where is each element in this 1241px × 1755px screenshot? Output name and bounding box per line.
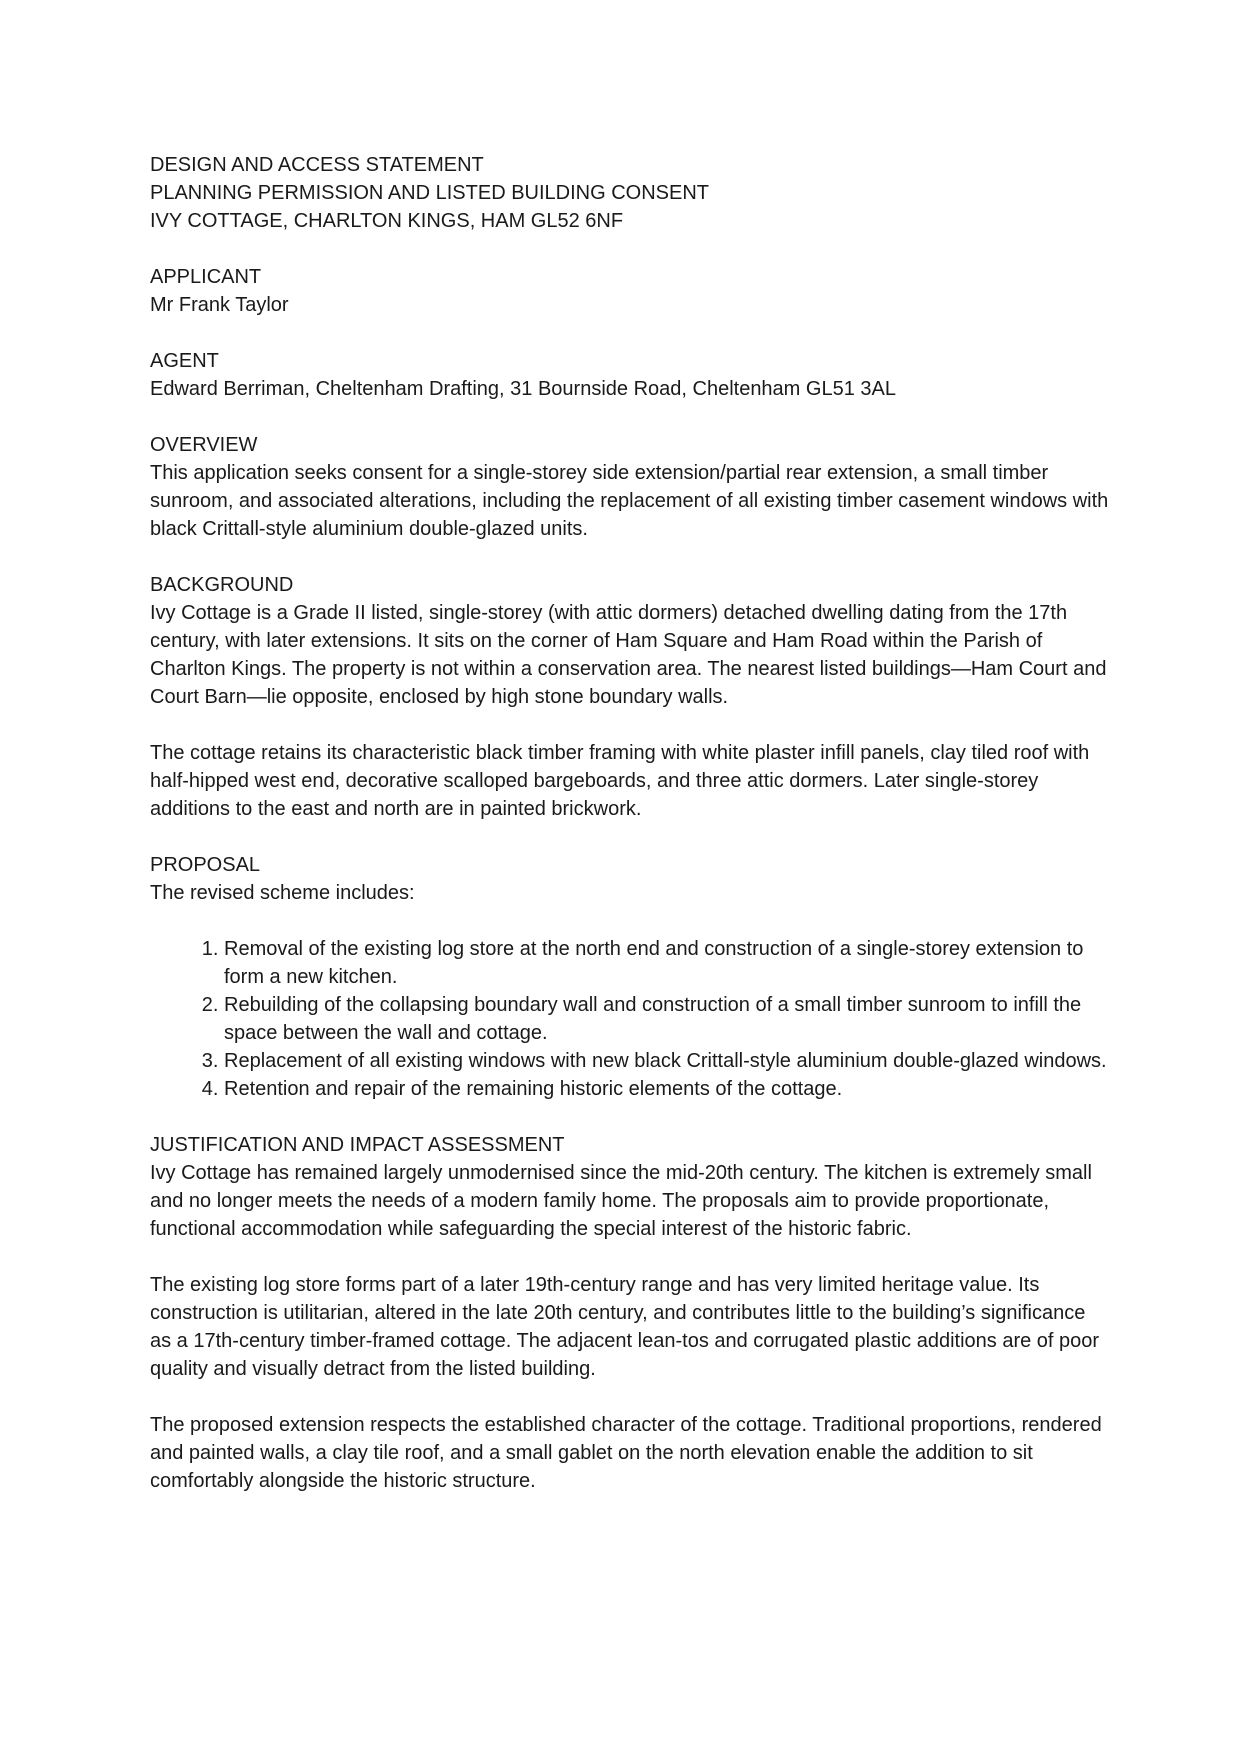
property-address: IVY COTTAGE, CHARLTON KINGS, HAM GL52 6NF — [150, 210, 624, 232]
background-heading: BACKGROUND — [150, 574, 294, 596]
justification-paragraph-3: The proposed extension respects the established character of the cottage. Traditional proportions, rendered and painted walls, a clay tile roof, and a small gablet on the north elevation enable the addition to sit comfortably alongside the historic structure. — [150, 1414, 1102, 1492]
agent-section — [150, 347, 1110, 403]
document-page — [150, 151, 1110, 1523]
proposal-item: 1. Removal of the existing log store at the north end and construction of a single-storey extension to form a new kitchen. — [224, 935, 1110, 991]
justification-continued-1 — [150, 1271, 1110, 1383]
justification-heading: JUSTIFICATION AND IMPACT ASSESSMENT — [150, 1134, 565, 1156]
proposal-heading: PROPOSAL — [150, 854, 261, 876]
applicant-name: Mr Frank Taylor — [150, 294, 289, 316]
overview-heading: OVERVIEW — [150, 434, 258, 456]
applicant-heading: APPLICANT — [150, 266, 262, 288]
proposal-section — [150, 851, 1110, 1103]
justification-paragraph-2: The existing log store forms part of a later 19th-century range and has very limited heritage value. Its construction is utilitarian, altered in the late 20th century, and contributes little to the building’s significance as a 17th-century timber-framed cottage. The adjacent lean-tos and corrugated plastic additions are of poor quality and visually detract from the listed building. — [150, 1274, 1100, 1380]
agent-heading: AGENT — [150, 350, 219, 372]
proposal-item: 2. Rebuilding of the collapsing boundary wall and construction of a small timber sunroom to infill the space between the wall and cottage. — [224, 991, 1110, 1047]
proposal-item: 4. Retention and repair of the remaining historic elements of the cottage. — [224, 1075, 1110, 1103]
background-paragraph-1: Ivy Cottage is a Grade II listed, single-storey (with attic dormers) detached dwelling dating from the 17th century, with later extensions. It sits on the corner of Ham Square and Ham Road within the Parish of Charlton Kings. The property is not within a conservation area. The nearest listed buildings—Ham Court and Court Barn—lie opposite, enclosed by high stone boundary walls. — [150, 602, 1107, 708]
justification-section — [150, 1131, 1110, 1243]
proposal-list — [150, 935, 1110, 1103]
applicant-section — [150, 263, 1110, 319]
proposal-item: 3. Replacement of all existing windows with new black Crittall-style aluminium double-glazed windows. — [224, 1047, 1110, 1075]
title-block — [150, 151, 1110, 235]
justification-continued-2 — [150, 1411, 1110, 1495]
document-subtitle: PLANNING PERMISSION AND LISTED BUILDING CONSENT — [150, 182, 709, 204]
background-continued — [150, 739, 1110, 823]
background-section — [150, 571, 1110, 711]
proposal-intro: The revised scheme includes: — [150, 882, 415, 904]
document-title: DESIGN AND ACCESS STATEMENT — [150, 154, 484, 176]
agent-details: Edward Berriman, Cheltenham Drafting, 31 Bournside Road, Cheltenham GL51 3AL — [150, 378, 896, 400]
background-paragraph-2: The cottage retains its characteristic black timber framing with white plaster infill panels, clay tiled roof with half-hipped west end, decorative scalloped bargeboards, and three attic dormers. Later single-storey additions to the east and north are in painted brickwork. — [150, 742, 1090, 820]
overview-text: This application seeks consent for a single-storey side extension/partial rear extension, a small timber sunroom, and associated alterations, including the replacement of all existing timber casement windows with black Crittall-style aluminium double-glazed units. — [150, 462, 1109, 540]
justification-paragraph-1: Ivy Cottage has remained largely unmodernised since the mid-20th century. The kitchen is extremely small and no longer meets the needs of a modern family home. The proposals aim to provide proportionate, functional accommodation while safeguarding the special interest of the historic fabric. — [150, 1162, 1092, 1240]
overview-section — [150, 431, 1110, 543]
